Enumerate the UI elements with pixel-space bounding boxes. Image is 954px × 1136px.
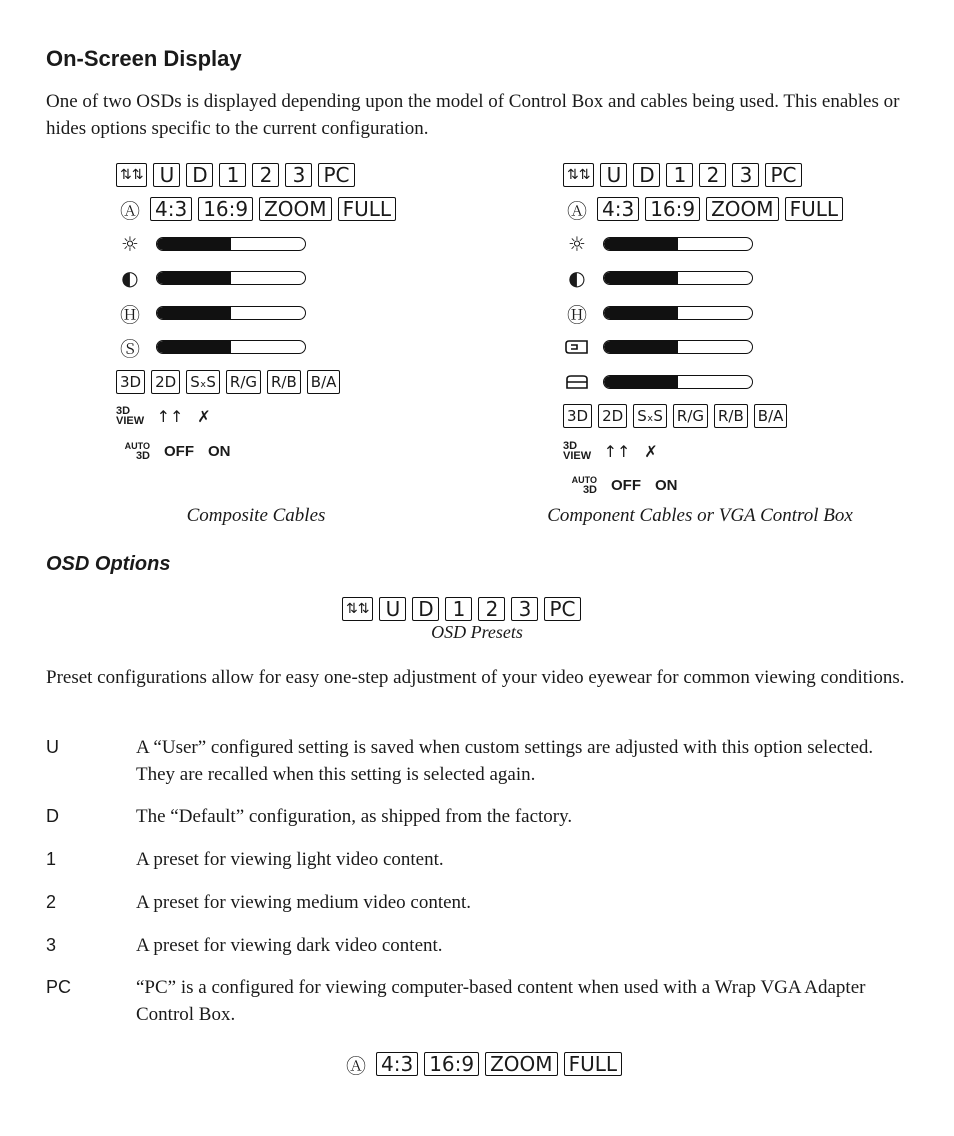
- mode-sxs: SₓS: [633, 404, 667, 428]
- presets-caption: OSD Presets: [431, 622, 523, 642]
- view-same-icon: ↑↑: [156, 406, 184, 426]
- aspect-row: [116, 196, 396, 222]
- vertical-position-icon: [563, 371, 591, 393]
- horizontal-position-bar: [603, 340, 753, 354]
- mode-rb: R/B: [714, 404, 748, 428]
- slider-saturation: [116, 334, 306, 360]
- intro-paragraph: One of two OSDs is displayed depending upon the model of Control Box and cables being used. This enables or hides options specific to the current configuration.: [46, 91, 900, 139]
- slider-fill: [604, 238, 678, 250]
- term-1: 1: [46, 849, 57, 869]
- aspect-16-9: 16:9: [198, 197, 253, 221]
- circled-a-icon: Ⓐ: [567, 198, 587, 223]
- hue-bar: [156, 306, 306, 320]
- auto3d-off: OFF: [611, 476, 641, 494]
- aspect-zoom: ZOOM: [259, 197, 331, 221]
- brightness-icon: ☼: [568, 232, 586, 256]
- preset-3: 3: [285, 163, 312, 187]
- definition-d: The “Default” configuration, as shipped from the factory.: [136, 806, 573, 827]
- slider-hue: [563, 300, 753, 326]
- term-3: 3: [46, 935, 57, 955]
- caption-composite: Composite Cables: [186, 505, 326, 526]
- definition-3: A preset for viewing dark video content.: [136, 935, 443, 956]
- slider-fill: [157, 341, 231, 353]
- auto-label-bottom: 3D: [582, 484, 597, 496]
- circled-a-icon: Ⓐ: [346, 1053, 366, 1078]
- preset-row: [116, 162, 355, 188]
- slider-fill: [157, 272, 231, 284]
- auto3d-row: [116, 438, 231, 464]
- contrast-bar: [603, 271, 753, 285]
- preset-1: 1: [666, 163, 693, 187]
- view-row: [563, 438, 665, 464]
- aspect-full: FULL: [564, 1052, 622, 1076]
- view-swap-icon: ✗: [197, 406, 211, 426]
- auto3d-row: [563, 472, 678, 498]
- preset-pc: PC: [544, 597, 580, 621]
- slider-brightness: [563, 231, 753, 257]
- mode-ba: B/A: [754, 404, 788, 428]
- aspect-zoom: ZOOM: [485, 1052, 557, 1076]
- mode-row: [563, 403, 787, 429]
- term-d: D: [46, 806, 59, 826]
- section-title: OSD Options: [46, 553, 171, 575]
- auto-label-top: AUTO: [571, 475, 597, 485]
- aspect-zoom: ZOOM: [706, 197, 778, 221]
- auto-label-bottom: 3D: [135, 450, 150, 462]
- auto3d-on: ON: [655, 476, 678, 494]
- hue-icon: Ⓗ: [120, 302, 140, 327]
- view-label-bottom: VIEW: [116, 415, 145, 427]
- term-2: 2: [46, 892, 57, 912]
- slider-brightness: [116, 231, 306, 257]
- mode-row: [116, 369, 340, 395]
- view-row: [116, 403, 218, 429]
- view-same-icon: ↑↑: [603, 441, 631, 461]
- preset-2: 2: [699, 163, 726, 187]
- preset-d: D: [186, 163, 213, 187]
- auto3d-off: OFF: [164, 442, 194, 460]
- aspect-4-3: 4:3: [376, 1052, 418, 1076]
- preset-row: [563, 162, 802, 188]
- preset-u: U: [153, 163, 180, 187]
- preset-d: D: [633, 163, 660, 187]
- caption-component: Component Cables or VGA Control Box: [547, 505, 853, 526]
- saturation-bar: [156, 340, 306, 354]
- brightness-icon: ☼: [121, 232, 139, 256]
- equalizer-icon: ⇅⇅: [563, 163, 594, 187]
- auto-label-top: AUTO: [124, 441, 150, 451]
- aspect-4-3: 4:3: [150, 197, 192, 221]
- slider-horizontal-position: [563, 334, 753, 360]
- aspect-4-3: 4:3: [597, 197, 639, 221]
- presets-figure-row: [342, 596, 581, 622]
- brightness-bar: [603, 237, 753, 251]
- equalizer-icon: ⇅⇅: [342, 597, 373, 621]
- preset-2: 2: [478, 597, 505, 621]
- mode-sxs: SₓS: [186, 370, 220, 394]
- term-pc: PC: [46, 977, 72, 997]
- aspect-16-9: 16:9: [424, 1052, 479, 1076]
- definition-2: A preset for viewing medium video content.: [136, 892, 472, 913]
- hue-bar: [603, 306, 753, 320]
- preset-u: U: [600, 163, 627, 187]
- view-label-top: 3D: [563, 440, 578, 452]
- slider-fill: [604, 307, 678, 319]
- aspect-figure-row: [342, 1051, 622, 1077]
- preset-3: 3: [732, 163, 759, 187]
- preset-pc: PC: [765, 163, 801, 187]
- preset-u: U: [379, 597, 406, 621]
- aspect-row: [563, 196, 843, 222]
- slider-contrast: [563, 265, 753, 291]
- slider-fill: [604, 272, 678, 284]
- view-label-bottom: VIEW: [563, 450, 592, 462]
- mode-ba: B/A: [307, 370, 341, 394]
- slider-fill: [604, 376, 678, 388]
- contrast-icon: ◐: [121, 266, 139, 290]
- preset-pc: PC: [318, 163, 354, 187]
- definition-1: A preset for viewing light video content.: [136, 849, 444, 870]
- equalizer-icon: ⇅⇅: [116, 163, 147, 187]
- contrast-icon: ◐: [568, 266, 586, 290]
- view-label-top: 3D: [116, 405, 131, 417]
- preset-2: 2: [252, 163, 279, 187]
- slider-fill: [157, 238, 231, 250]
- preset-3: 3: [511, 597, 538, 621]
- auto3d-on: ON: [208, 442, 231, 460]
- term-u: U: [46, 737, 59, 757]
- slider-fill: [157, 307, 231, 319]
- circled-a-icon: Ⓐ: [120, 198, 140, 223]
- horizontal-position-icon: [563, 336, 591, 358]
- vertical-position-bar: [603, 375, 753, 389]
- mode-rg: R/G: [226, 370, 261, 394]
- aspect-16-9: 16:9: [645, 197, 700, 221]
- slider-vertical-position: [563, 369, 753, 395]
- page-title: On-Screen Display: [46, 46, 242, 71]
- mode-2d: 2D: [598, 404, 627, 428]
- slider-fill: [604, 341, 678, 353]
- mode-3d: 3D: [116, 370, 145, 394]
- preset-d: D: [412, 597, 439, 621]
- mode-2d: 2D: [151, 370, 180, 394]
- contrast-bar: [156, 271, 306, 285]
- mode-rb: R/B: [267, 370, 301, 394]
- preset-1: 1: [219, 163, 246, 187]
- hue-icon: Ⓗ: [567, 302, 587, 327]
- slider-hue: [116, 300, 306, 326]
- saturation-icon: Ⓢ: [120, 336, 140, 361]
- definition-pc: “PC” is a configured for viewing computer-based content when used with a Wrap VGA Adapter Control Box.: [136, 977, 866, 1025]
- aspect-full: FULL: [338, 197, 396, 221]
- definition-u: A “User” configured setting is saved when custom settings are adjusted with this option selected. They are recalled when this setting is selected again.: [136, 737, 874, 785]
- brightness-bar: [156, 237, 306, 251]
- slider-contrast: [116, 265, 306, 291]
- aspect-full: FULL: [785, 197, 843, 221]
- mode-3d: 3D: [563, 404, 592, 428]
- view-swap-icon: ✗: [644, 441, 658, 461]
- preset-1: 1: [445, 597, 472, 621]
- presets-paragraph: Preset configurations allow for easy one-step adjustment of your video eyewear for common viewing conditions.: [46, 667, 905, 688]
- mode-rg: R/G: [673, 404, 708, 428]
